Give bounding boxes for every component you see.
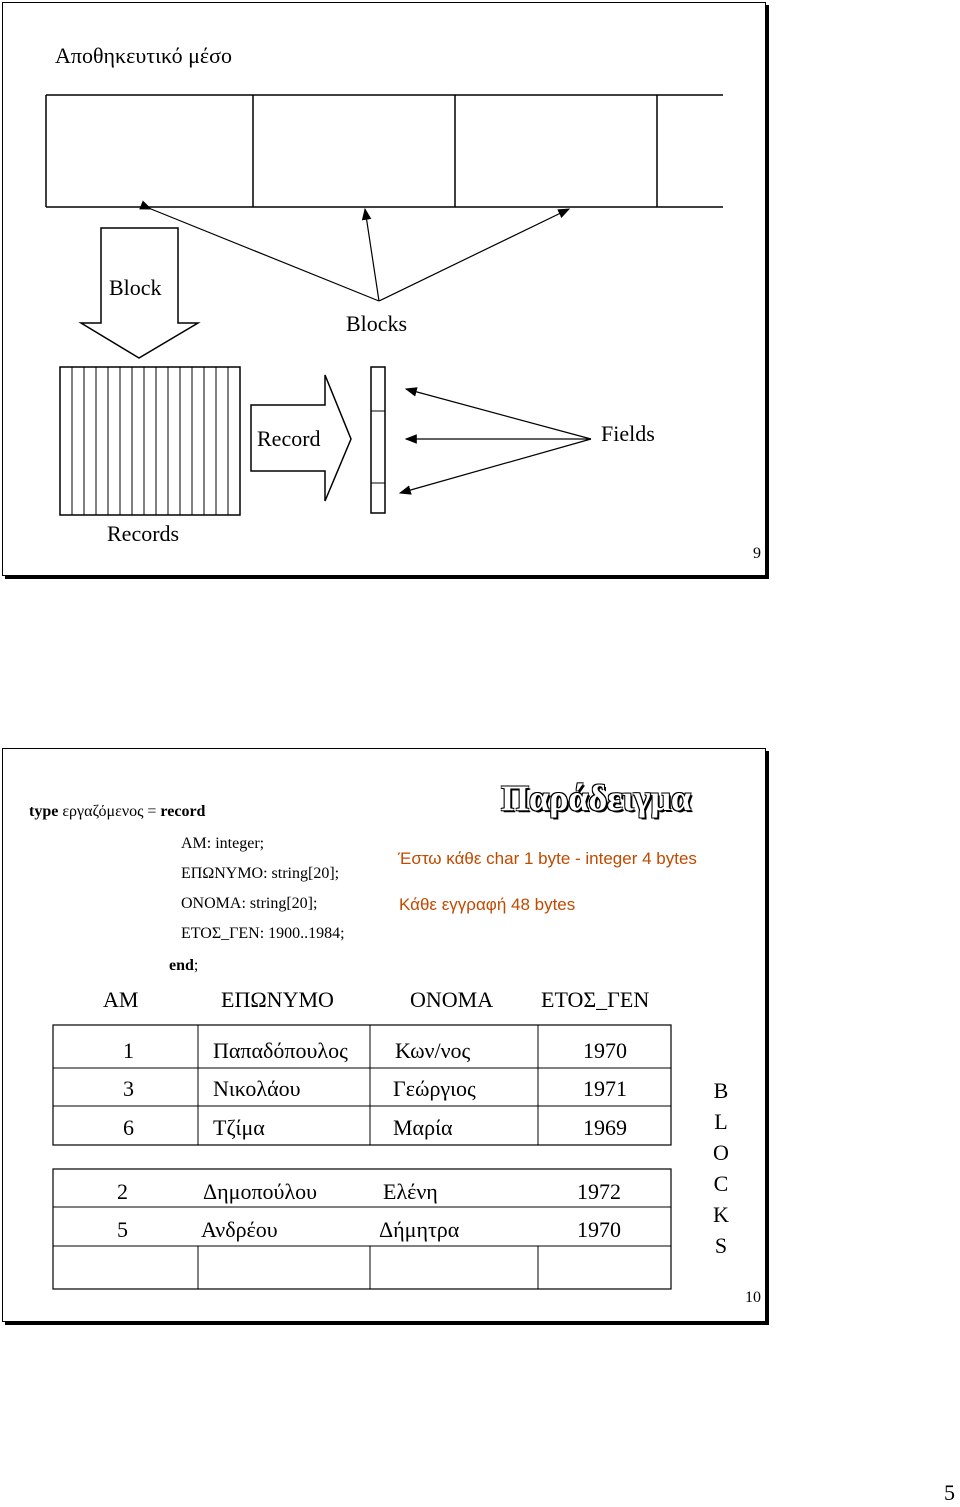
cell-surname: Δημοπούλου [203, 1179, 318, 1204]
slide-title: Παράδειγμα [501, 778, 692, 818]
cell-name: Δήμητρα [379, 1217, 460, 1242]
keyword-end: end [169, 957, 194, 974]
document-page-number: 5 [944, 1480, 955, 1505]
slide-page-number: 9 [753, 545, 761, 562]
code-type-name: εργαζόμενος = [58, 803, 161, 820]
cell-name: Μαρία [393, 1115, 453, 1140]
cell-year: 1971 [583, 1076, 627, 1101]
code-end-line: end; [169, 957, 199, 974]
code-field: ΑΜ: integer; [181, 835, 265, 852]
record-fields-box [371, 367, 385, 513]
header-name: ΟΝΟΜΑ [410, 987, 494, 1012]
cell-am: 3 [123, 1076, 134, 1101]
blocks-arrow-middle [365, 209, 379, 301]
cell-year: 1970 [577, 1217, 621, 1242]
cell-name: Ελένη [383, 1179, 438, 1204]
blocks-vertical-label: B L O C K S [713, 1078, 729, 1258]
code-field: ΟΝΟΜΑ: string[20]; [181, 895, 318, 912]
label-records: Records [107, 521, 180, 546]
code-field: ΕΤΟΣ_ΓΕΝ: 1900..1984; [181, 925, 345, 942]
fields-arrow-bottom [400, 439, 591, 493]
slide-page-number: 10 [745, 1289, 761, 1306]
cell-year: 1969 [583, 1115, 627, 1140]
cell-am: 1 [123, 1038, 134, 1063]
slide-title: Αποθηκευτικό μέσο [55, 43, 233, 68]
cell-name: Γεώργιος [393, 1076, 476, 1101]
cell-am: 5 [117, 1217, 128, 1242]
header-birth-year: ΕΤΟΣ_ΓΕΝ [541, 987, 650, 1012]
cell-surname: Ανδρέου [201, 1217, 278, 1242]
slide-storage-medium [2, 2, 766, 576]
label-blocks: Blocks [346, 311, 408, 336]
cell-year: 1972 [577, 1179, 621, 1204]
blocks-arrow-left [151, 209, 379, 301]
code-field: ΕΠΩΝΥΜΟ: string[20]; [181, 865, 340, 882]
label-record: Record [257, 426, 321, 451]
blocks-arrow-right [379, 209, 569, 301]
note-record-size: Κάθε εγγραφή 48 bytes [399, 895, 576, 914]
cell-surname: Νικολάου [213, 1076, 301, 1101]
keyword-record: record [160, 803, 206, 820]
note-sizes: Έστω κάθε char 1 byte - integer 4 bytes [398, 849, 697, 868]
cell-am: 6 [123, 1115, 134, 1140]
cell-am: 2 [117, 1179, 128, 1204]
header-surname: ΕΠΩΝΥΜΟ [221, 987, 334, 1012]
fields-arrow-top [406, 389, 591, 439]
header-am: ΑΜ [103, 987, 139, 1012]
blocks-strip [46, 95, 723, 207]
slide-example [2, 748, 766, 1322]
label-fields: Fields [601, 421, 655, 446]
cell-surname: Τζίμα [213, 1115, 265, 1140]
keyword-type: type [29, 803, 59, 820]
cell-year: 1970 [583, 1038, 627, 1063]
cell-name: Κων/νος [395, 1038, 471, 1063]
records-block [60, 367, 240, 515]
cell-surname: Παπαδόπουλος [213, 1038, 348, 1063]
label-block: Block [109, 275, 162, 300]
